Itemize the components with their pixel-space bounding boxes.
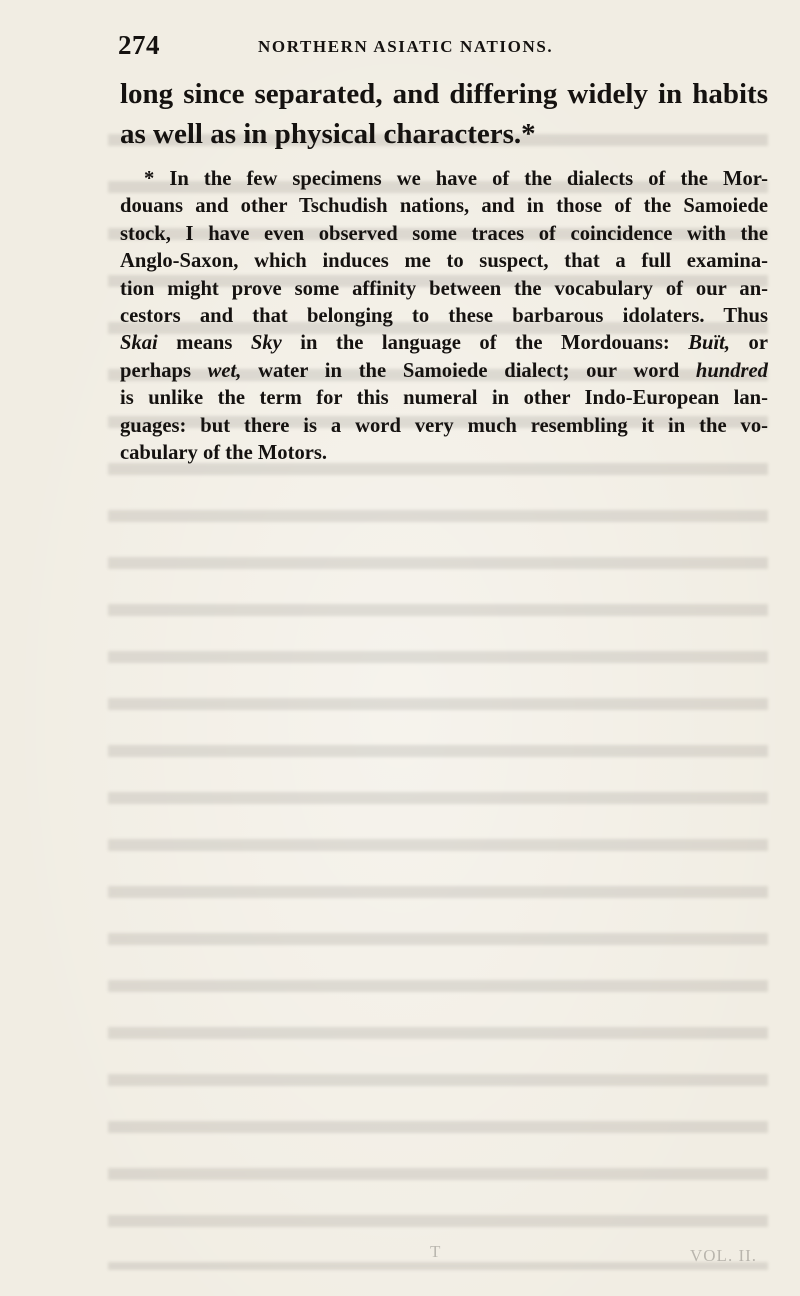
footnote-text: or [730,332,768,355]
footnote-text: cabulary of the Motors. [120,442,328,465]
footnote-text: wet, [207,359,242,382]
footnote-line [120,440,768,467]
running-title: NORTHERN ASIATIC NATIONS. [258,37,554,56]
footnote [120,166,768,467]
footnote-text: water in the Samoiede dialect; our word [241,359,696,382]
footnote-text: guages: but there is a word very much resembling it in the vo- [120,414,768,437]
footnote-line [120,330,768,357]
footnote-text: is unlike the term for this numeral in other Indo-European lan- [120,387,768,410]
footnote-text: stock, I have even observed some traces of coincidence with the [120,222,768,245]
footnote-text: Anglo-Saxon, which induces me to suspect, that a full examina- [120,250,768,273]
footnote-text: tion might prove some affinity between the vocabulary of our an- [120,277,768,300]
page-header [118,30,768,66]
volume-mark: VOL. II. [690,1246,758,1265]
footnote-text: perhaps [120,359,208,382]
footnote-line [120,413,768,440]
footnote-line [120,221,768,248]
footnote-text: cestors and that belonging to these barbarous idolaters. Thus [120,305,768,328]
footnote-line [120,358,768,385]
page-number: 274 [118,30,160,60]
text-line: as well as in physical characters.* [120,118,536,150]
footnote-line [120,166,768,193]
signature-mark: T [430,1242,441,1261]
main-text [120,74,768,154]
footnote-line [120,193,768,220]
footnote-text: douans and other Tschudish nations, and in those of the Samoiede [120,195,768,218]
footnote-text: in the language of the Mordouans: [281,332,689,355]
footnote-text: Sky [250,332,282,355]
footnote-line [120,385,768,412]
footnote-text: hundred [695,359,768,382]
footnote-line [120,303,768,330]
footnote-text: Skai [120,332,158,355]
footnote-line [120,276,768,303]
footnote-text: means [157,332,251,355]
footnote-text: * In the few specimens we have of the dialects of the Mor- [144,168,768,190]
footnote-text: Buït, [688,332,731,355]
text-line: long since separated, and differing widely in habits [120,78,768,110]
footnote-line [120,248,768,275]
